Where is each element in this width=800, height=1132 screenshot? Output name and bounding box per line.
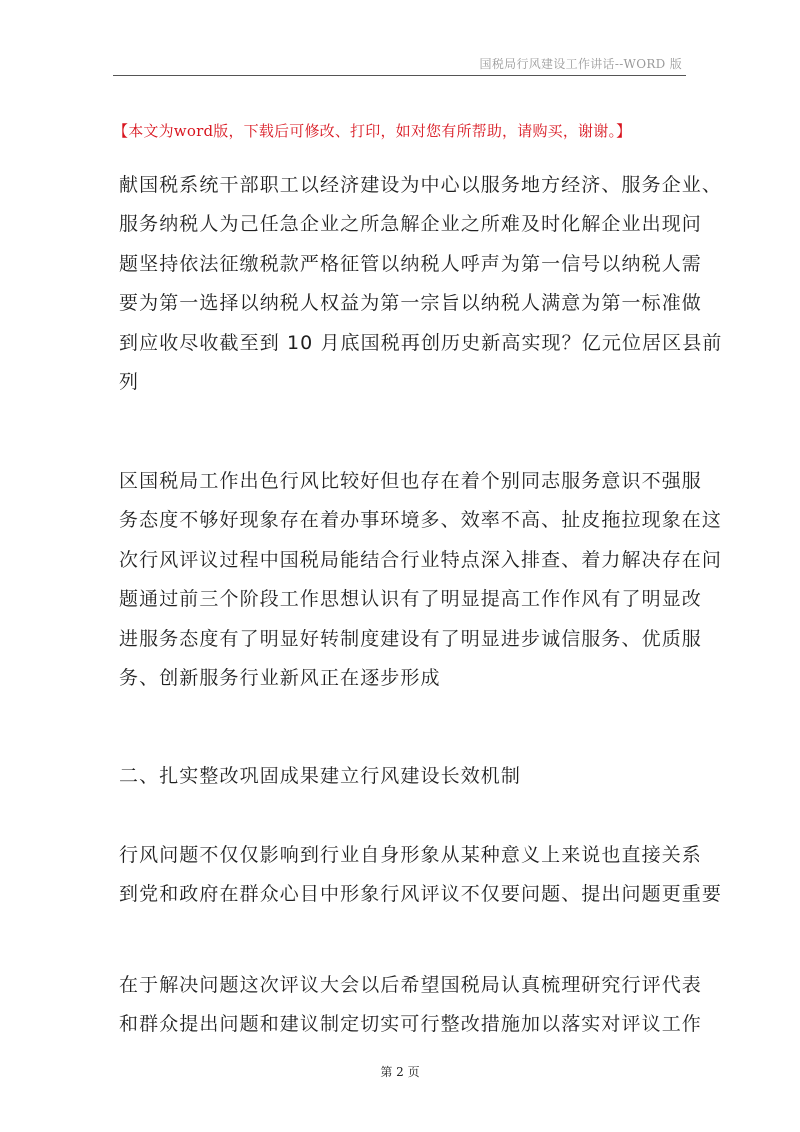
paragraph-1 [119, 166, 723, 402]
text-line: 到党和政府在群众心目中形象行风评议不仅要问题、提出问题更重要 [119, 883, 723, 906]
text-line: 进服务态度有了明显好转制度建设有了明显进步诚信服务、优质服 [119, 627, 702, 650]
text-line: 区国税局工作出色行风比较好但也存在着个别同志服务意识不强服 [119, 470, 702, 492]
text-line: 到应收尽收截至到 10 月底国税再创历史新高实现？亿元位居区县前 [119, 331, 723, 354]
text-line: 要为第一选择以纳税人权益为第一宗旨以纳税人满意为第一标准做 [119, 292, 702, 315]
text-line: 题通过前三个阶段工作思想认识有了明显提高工作作风有了明显改 [119, 588, 702, 611]
text-line: 务态度不够好现象存在着办事环境多、效率不高、扯皮拖拉现象在这 [119, 509, 723, 532]
text-line: 题坚持依法征缴税款严格征管以纳税人呼声为第一信号以纳税人需 [119, 252, 702, 275]
page-number: 第 2 页 [380, 1065, 420, 1079]
text-line: 行风问题不仅仅影响到行业自身形象从某种意义上来说也直接关系 [119, 844, 702, 866]
text-line: 列 [119, 371, 140, 394]
text-line: 献国税系统干部职工以经济建设为中心以服务地方经济、服务企业、 [119, 174, 723, 196]
text-line: 务、创新服务行业新风正在逐步形成 [119, 667, 441, 690]
text-line: 次行风评议过程中国税局能结合行业特点深入排查、着力解决存在问 [119, 548, 723, 571]
text-line: 服务纳税人为己任急企业之所急解企业之所难及时化解企业出现问 [119, 213, 702, 236]
paragraph-2 [119, 462, 723, 698]
heading-line: 二、扎实整改巩固成果建立行风建设长效机制 [119, 765, 522, 787]
paragraph-3 [119, 836, 723, 915]
paragraph-4 [119, 966, 702, 1045]
download-notice: 【本文为word版，下载后可修改、打印，如对您有所帮助，请购买，谢谢。】 [113, 122, 632, 140]
header-divider [113, 75, 686, 76]
running-header-title: 国税局行风建设工作讲话--WORD 版 [479, 57, 682, 71]
text-line: 和群众提出问题和建议制定切实可行整改措施加以落实对评议工作 [119, 1013, 702, 1036]
section-heading [119, 757, 689, 796]
text-line: 在于解决问题这次评议大会以后希望国税局认真梳理研究行评代表 [119, 974, 702, 996]
